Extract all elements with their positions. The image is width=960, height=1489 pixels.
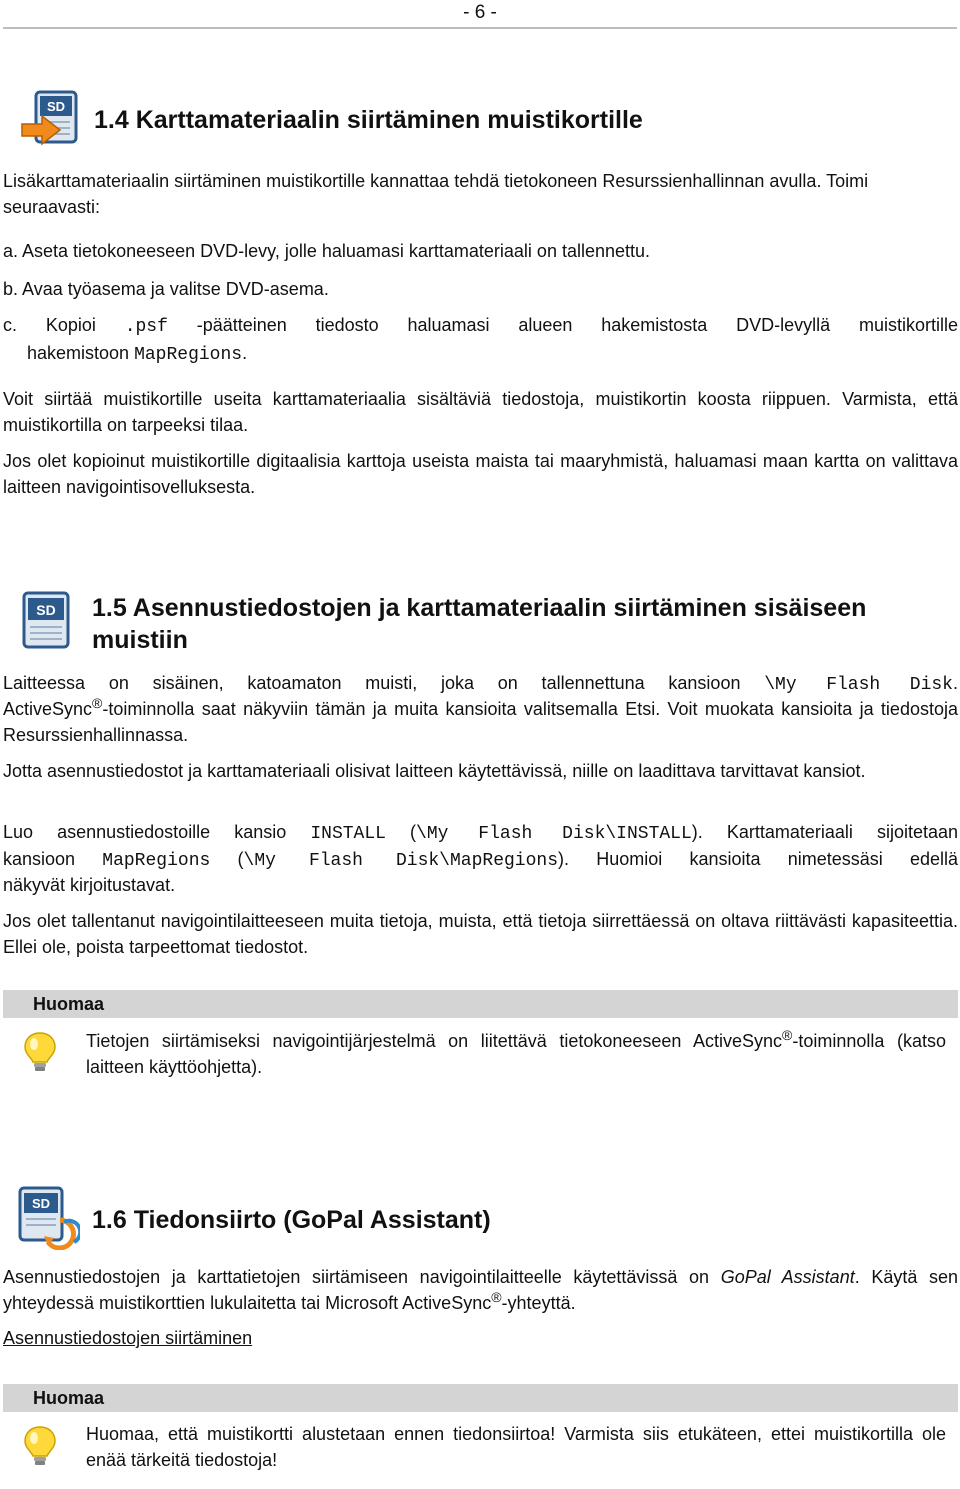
section-title: 1.5 Asennustiedostojen ja karttamateriaalin siirtäminen sisäiseen [92,594,867,622]
text: Laitteessa on sisäinen, katoamaton muisti, joka on tallennettuna kansioon [3,673,765,693]
text: -toiminnolla saat näkyviin tämän ja muita kansioita valitsemalla Etsi. Voit muokata kansioita ja tiedostoja Resurssienhallinnassa. [3,699,958,745]
registered-mark: ® [782,1027,793,1043]
step-c-text: c. Kopioi [3,315,125,335]
folder-name: INSTALL [310,824,386,844]
text: Asennustiedostojen ja karttatietojen siirtämiseen navigointilaitteelle käytettävissä on [3,1267,721,1287]
header-divider [3,27,957,29]
section-title-continuation: muistiin [92,626,188,654]
registered-mark: ® [491,1289,502,1305]
paragraph: Voit siirtää muistikortille useita karttamateriaalia sisältäviä tiedostoja, muistikortin koosta riippuen. Varmista, että muistikortilla on tarpeeksi tilaa. [3,389,958,435]
section-title: 1.6 Tiedonsiirto (GoPal Assistant) [92,1206,491,1234]
install-files-link[interactable]: Asennustiedostojen siirtäminen [3,1328,253,1348]
text: Luo asennustiedostoille kansio [3,822,311,842]
paragraph [3,1264,958,1316]
text: -yhteyttä. [501,1293,576,1313]
text: . [952,673,958,693]
section-title: 1.4 Karttamateriaalin siirtäminen muistikortille [94,106,643,134]
sd-card-sync-icon [16,1186,80,1250]
svg-text:SD: SD [46,99,66,114]
step-b: b. Avaa työasema ja valitse DVD-asema. [3,279,329,299]
link-paragraph [3,1325,958,1351]
text: -toiminnolla (katso laitteen käyttöohjetta). [86,1031,946,1077]
svg-text:SD: SD [36,602,56,618]
page-number: - 6 - [463,2,497,23]
sd-card-arrow-icon [20,90,82,150]
note-heading: Huomaa [33,1388,105,1408]
paragraph [3,819,958,847]
note-text: Huomaa, että muistikortti alustetaan ennen tiedonsiirtoa! Varmista siis etukäteen, ettei muistikortilla ole enää tärkeitä tiedostoja! [86,1424,946,1470]
lightbulb-icon [20,1424,60,1468]
text: ). Karttamateriaali sijoitetaan [691,822,959,842]
sd-card-icon [20,590,72,652]
step-c [3,312,958,340]
note-header [3,1384,958,1412]
text: ( [385,822,417,842]
text: ActiveSync [3,699,93,719]
paragraph [3,670,958,698]
text: . Käytä sen yhteydessä muistikorttien lukulaitetta tai Microsoft ActiveSync [3,1267,959,1313]
note-text [86,1028,946,1080]
step-c-continuation [27,340,957,368]
text: Tietojen siirtämiseksi navigointijärjestelmä on liitettävä tietokoneeseen ActiveSync [86,1031,783,1051]
step-a: a. Aseta tietokoneeseen DVD-levy, jolle haluamasi karttamateriaali on tallennettu. [3,241,651,261]
paragraph: Jotta asennustiedostot ja karttamateriaali olisivat laitteen käytettävissä, niille on laadittava tarvittavat kansiot. [3,761,866,781]
folder-name: MapRegions [102,851,211,871]
text: ). Huomioi kansioita nimetessäsi edellä [558,849,959,869]
product-name: GoPal Assistant [720,1267,855,1287]
paragraph [3,846,958,874]
text: ( [210,849,244,869]
folder-path: \My Flash Disk\MapRegions [243,851,559,871]
paragraph [3,696,958,748]
step-c-text: . [242,343,248,363]
text: kansioon [3,849,103,869]
page-header [0,0,960,30]
folder-name: MapRegions [134,345,243,365]
step-c-text: -päätteinen tiedosto haluamasi alueen hakemistosta DVD-levyllä muistikortille [167,315,958,335]
note-header [3,990,958,1018]
folder-path: \My Flash Disk\INSTALL [416,824,692,844]
lightbulb-icon [20,1030,60,1074]
note-heading: Huomaa [33,994,105,1014]
svg-text:SD: SD [31,1196,51,1211]
paragraph: näkyvät kirjoitustavat. [3,875,176,895]
intro-paragraph: Lisäkarttamateriaalin siirtäminen muistikortille kannattaa tehdä tietokoneen Resurssienhallinnan avulla. Toimi seuraavasti: [3,171,869,217]
paragraph: Jos olet tallentanut navigointilaitteeseen muita tietoja, muista, että tietoja siirrettäessä on oltava riittävästi kapasiteettia. Ellei ole, poista tarpeettomat tiedostot. [3,911,958,957]
registered-mark: ® [92,695,103,711]
folder-path: \My Flash Disk [764,675,953,695]
paragraph: Jos olet kopioinut muistikortille digitaalisia karttoja useista maista tai maaryhmistä, haluamasi maan kartta on valittava laitteen navigointisovelluksesta. [3,451,958,497]
file-extension: .psf [124,317,168,337]
step-c-text: hakemistoon [27,343,135,363]
